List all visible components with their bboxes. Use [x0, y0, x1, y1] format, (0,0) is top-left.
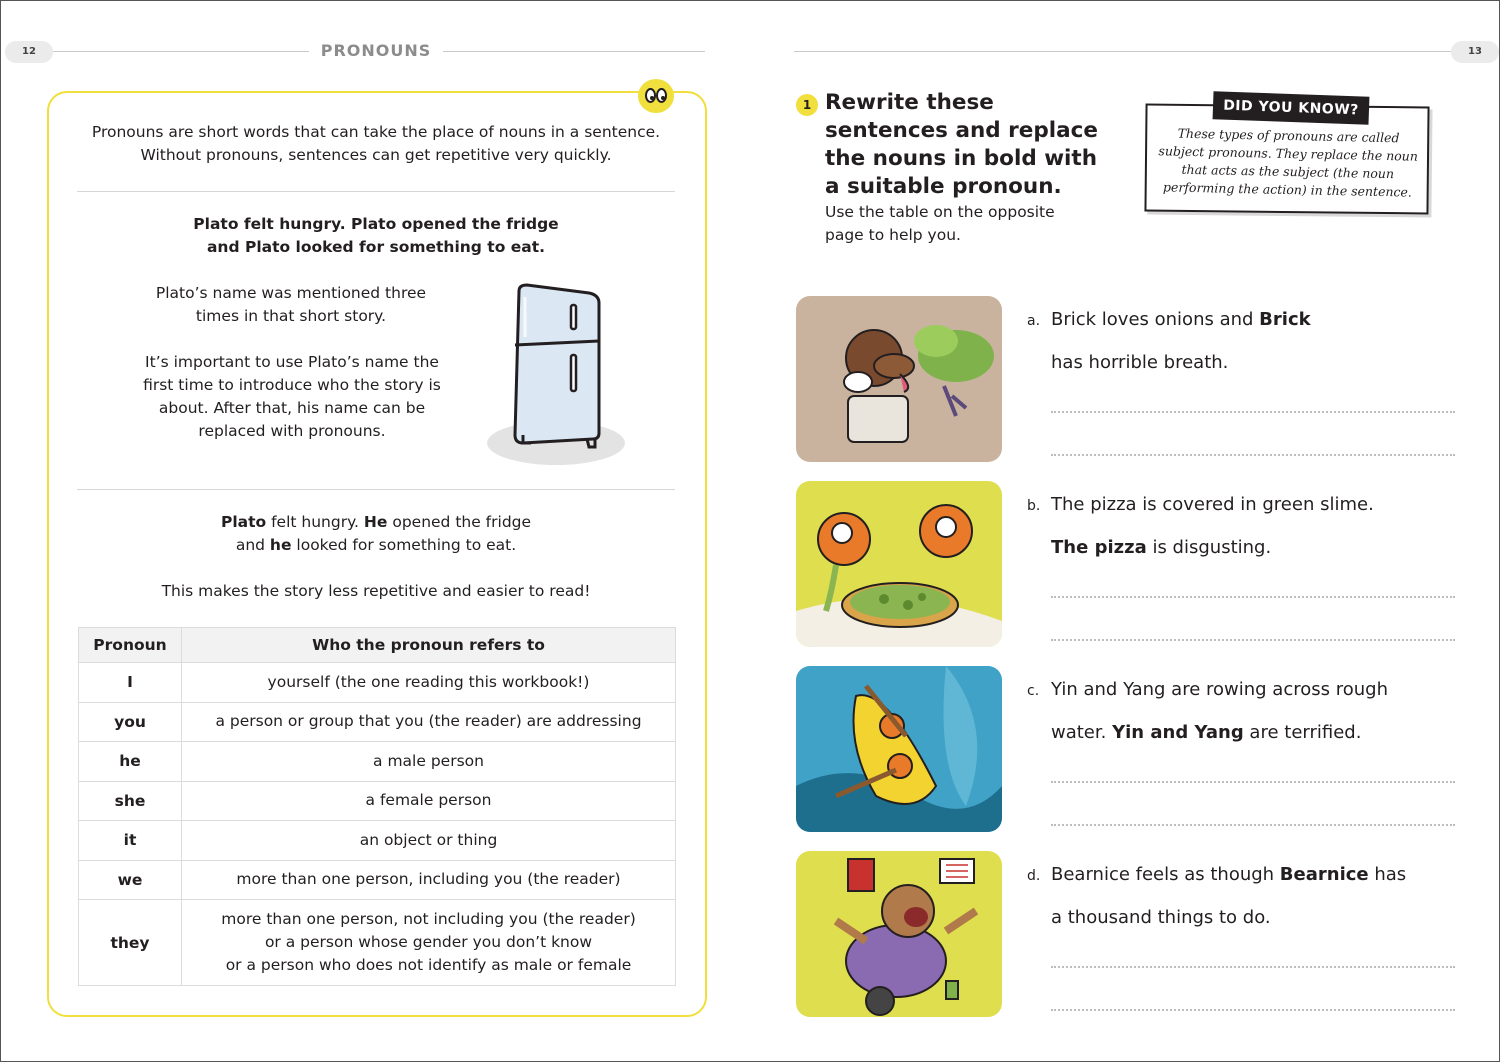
pronoun-cell: it: [79, 821, 182, 861]
header-rule: [53, 51, 309, 52]
answer-line[interactable]: [1051, 824, 1455, 826]
explanation-1: Plato’s name was mentioned three times in that short story.: [155, 284, 427, 325]
table-row: [79, 781, 676, 821]
pronoun-cell: he: [79, 742, 182, 782]
example-sentence-2: Plato felt hungry. He opened the fridge and he looked for something to eat.: [220, 513, 532, 554]
exercise-a-line-2: has horrible breath.: [1051, 352, 1229, 373]
page-number-right: 13: [1451, 41, 1499, 63]
answer-line[interactable]: [1051, 966, 1455, 968]
exercise-a-line-1: Brick loves onions and Brick: [1051, 309, 1311, 330]
intro-text: Pronouns are short words that can take the place of nouns in a sentence. Without pronouns, sentences can get repetitive very quickly.: [91, 123, 661, 164]
divider: [77, 489, 675, 490]
pronoun-table: [78, 627, 676, 986]
exercise-letter: c.: [1027, 683, 1040, 699]
table-header-row: [79, 628, 676, 663]
table-row: [79, 900, 676, 986]
exercise-letter: d.: [1027, 868, 1041, 884]
answer-line[interactable]: [1051, 596, 1455, 598]
exercise-d-line-2: a thousand things to do.: [1051, 907, 1271, 928]
exercise-b-line-1: The pizza is covered in green slime.: [1051, 494, 1374, 515]
pronoun-cell: they: [79, 900, 182, 986]
question-number-badge: 1: [796, 94, 818, 116]
question-subtitle: Use the table on the opposite page to help you.: [825, 203, 1055, 244]
refers-cell: more than one person, not including you (the reader) or a person whose gender you don’t know or a person who does not identify as male or female: [182, 900, 676, 986]
exercise-b-line-2: The pizza is disgusting.: [1051, 537, 1272, 558]
refers-cell: yourself (the one reading this workbook!): [182, 663, 676, 703]
section-title: PRONOUNS: [311, 41, 441, 60]
table-row: [79, 821, 676, 861]
page-number-left: 12: [5, 41, 53, 63]
answer-line[interactable]: [1051, 1009, 1455, 1011]
table-row: [79, 860, 676, 900]
refers-cell: more than one person, including you (the reader): [182, 860, 676, 900]
divider: [77, 191, 675, 192]
exercise-d-line-1: Bearnice feels as though Bearnice has: [1051, 864, 1407, 885]
pronoun-cell: she: [79, 781, 182, 821]
header-rule: [794, 51, 1454, 52]
column-header-refers: Who the pronoun refers to: [182, 628, 676, 663]
explanation-2: It’s important to use Plato’s name the first time to introduce who the story is about. After that, his name can be replaced with pronouns.: [143, 353, 441, 440]
header-rule: [443, 51, 705, 52]
exercise-letter: b.: [1027, 498, 1041, 514]
brick-onion-illustration: [796, 296, 1002, 462]
pronoun-cell: I: [79, 663, 182, 703]
question-title: Rewrite these sentences and replace the nouns in bold with a suitable pronoun.: [825, 90, 1098, 199]
answer-line[interactable]: [1051, 781, 1455, 783]
refers-cell: a male person: [182, 742, 676, 782]
refers-cell: an object or thing: [182, 821, 676, 861]
did-you-know-tag: DID YOU KNOW?: [1213, 91, 1370, 124]
busy-bear-illustration: [796, 851, 1002, 1017]
exercise-c-line-2: water. Yin and Yang are terrified.: [1051, 722, 1362, 743]
answer-line[interactable]: [1051, 454, 1455, 456]
table-row: [79, 742, 676, 782]
rowing-illustration: [796, 666, 1002, 832]
exercise-letter: a.: [1027, 313, 1041, 329]
pizza-slime-illustration: [796, 481, 1002, 647]
exercise-c-line-1: Yin and Yang are rowing across rough: [1051, 679, 1388, 700]
answer-line[interactable]: [1051, 411, 1455, 413]
conclusion-text: This makes the story less repetitive and easier to read!: [161, 582, 591, 600]
pronoun-cell: we: [79, 860, 182, 900]
refers-cell: a person or group that you (the reader) are addressing: [182, 702, 676, 742]
table-row: [79, 663, 676, 703]
pronoun-cell: you: [79, 702, 182, 742]
column-header-pronoun: Pronoun: [79, 628, 182, 663]
example-sentence-1: Plato felt hungry. Plato opened the fridge and Plato looked for something to eat.: [193, 215, 559, 256]
fridge-illustration: [509, 283, 605, 451]
did-you-know-text: These types of pronouns are called subject pronouns. They replace the noun that acts as the subject (the noun performing the action) in the sentence.: [1158, 125, 1419, 200]
answer-line[interactable]: [1051, 639, 1455, 641]
eyes-icon: [638, 79, 674, 113]
table-row: [79, 702, 676, 742]
refers-cell: a female person: [182, 781, 676, 821]
